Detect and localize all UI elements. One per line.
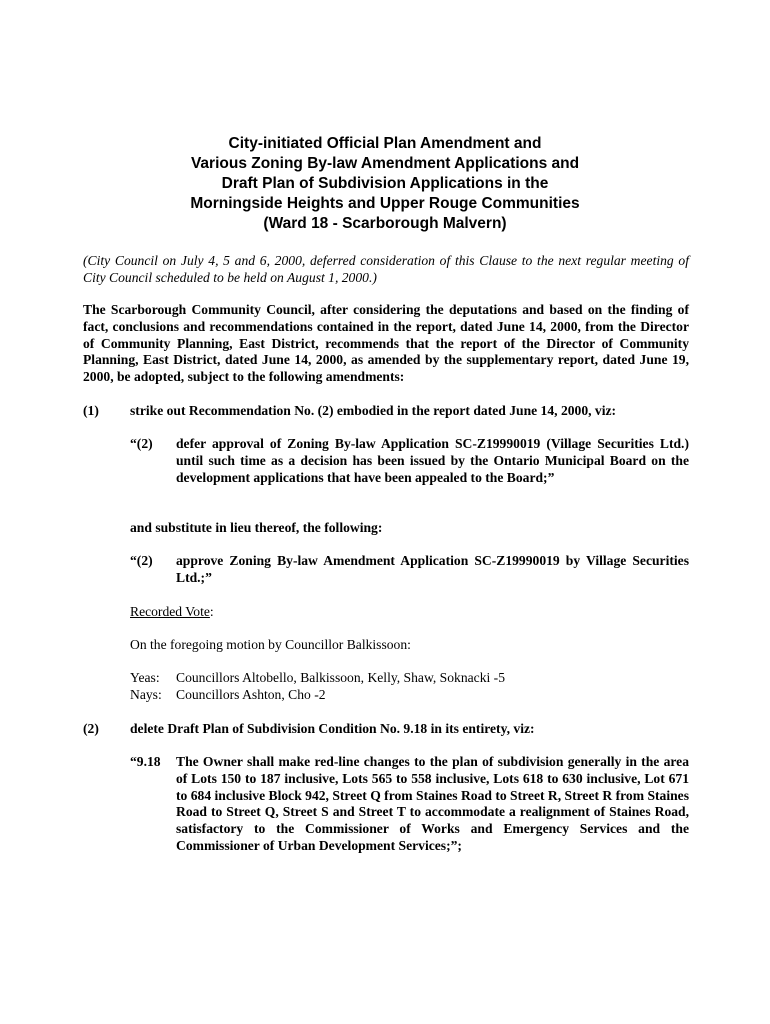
quote-3-number: “9.18 [130, 754, 161, 769]
quote-2-text: approve Zoning By-law Amendment Application SC-Z19990019 by Village Securities Ltd.;” [176, 553, 689, 585]
title-line: Various Zoning By-law Amendment Applications and [190, 155, 580, 172]
intro-paragraph: The Scarborough Community Council, after considering the deputations and based on the finding of fact, conclusions and recommendations contained in the report, dated June 14, 2000, from the Director of Community Planning, East District, recommends that the report of the Director of Community Planning, East District, dated June 14, 2000, as amended by the supplementary report, dated June 19, 2000, be adopted, subject to the following amendments: [83, 302, 689, 385]
title-line: Draft Plan of Subdivision Applications in the [221, 175, 549, 192]
quote-1-text: defer approval of Zoning By-law Application SC-Z19990019 (Village Securities Ltd.) until such time as a decision has been issued by the Ontario Municipal Board on the development applications that have been appealed to the Board;” [176, 436, 689, 485]
quote-2-number: “(2) [130, 553, 153, 568]
nays-label: Nays: [130, 687, 162, 702]
document-title [0, 134, 770, 234]
recorded-vote-label: Recorded Vote [130, 604, 210, 619]
quote-3-text: The Owner shall make red-line changes to the plan of subdivision generally in the area of Lots 150 to 187 inclusive, Lots 565 to 558 inclusive, Lots 618 to 630 inclusive, Lot 671 to 684 inclusive Block 942, Street Q from Staines Road to Street R, Street R from Staines Road to Street Q, Street S and Street T to accommodate a realignment of Staines Road, satisfactory to the Commissioner of Works and Emergency Services and the Commissioner of Urban Development Services;”; [176, 754, 689, 853]
title-line: Morningside Heights and Upper Rouge Communities [190, 195, 580, 212]
amendment-2-number: (2) [83, 721, 99, 736]
yeas-label: Yeas: [130, 670, 160, 685]
nays-text: Councillors Ashton, Cho -2 [176, 687, 326, 702]
substitute-text: and substitute in lieu thereof, the following: [130, 520, 383, 535]
recorded-vote-heading [130, 604, 214, 621]
yeas-text: Councillors Altobello, Balkissoon, Kelly, Shaw, Soknacki -5 [176, 670, 505, 685]
amendment-1-number: (1) [83, 403, 99, 418]
title-line: City-initiated Official Plan Amendment and [228, 135, 542, 152]
amendment-1-text: strike out Recommendation No. (2) embodied in the report dated June 14, 2000, viz: [130, 403, 617, 418]
vote-motion: On the foregoing motion by Councillor Balkissoon: [130, 637, 411, 652]
recorded-vote-colon: : [209, 604, 214, 619]
title-line: (Ward 18 - Scarborough Malvern) [263, 215, 507, 232]
amendment-2-text: delete Draft Plan of Subdivision Condition No. 9.18 in its entirety, viz: [130, 721, 535, 736]
quote-1-number: “(2) [130, 436, 153, 451]
council-note: (City Council on July 4, 5 and 6, 2000, deferred consideration of this Clause to the next regular meeting of City Council scheduled to be held on August 1, 2000.) [83, 253, 689, 285]
